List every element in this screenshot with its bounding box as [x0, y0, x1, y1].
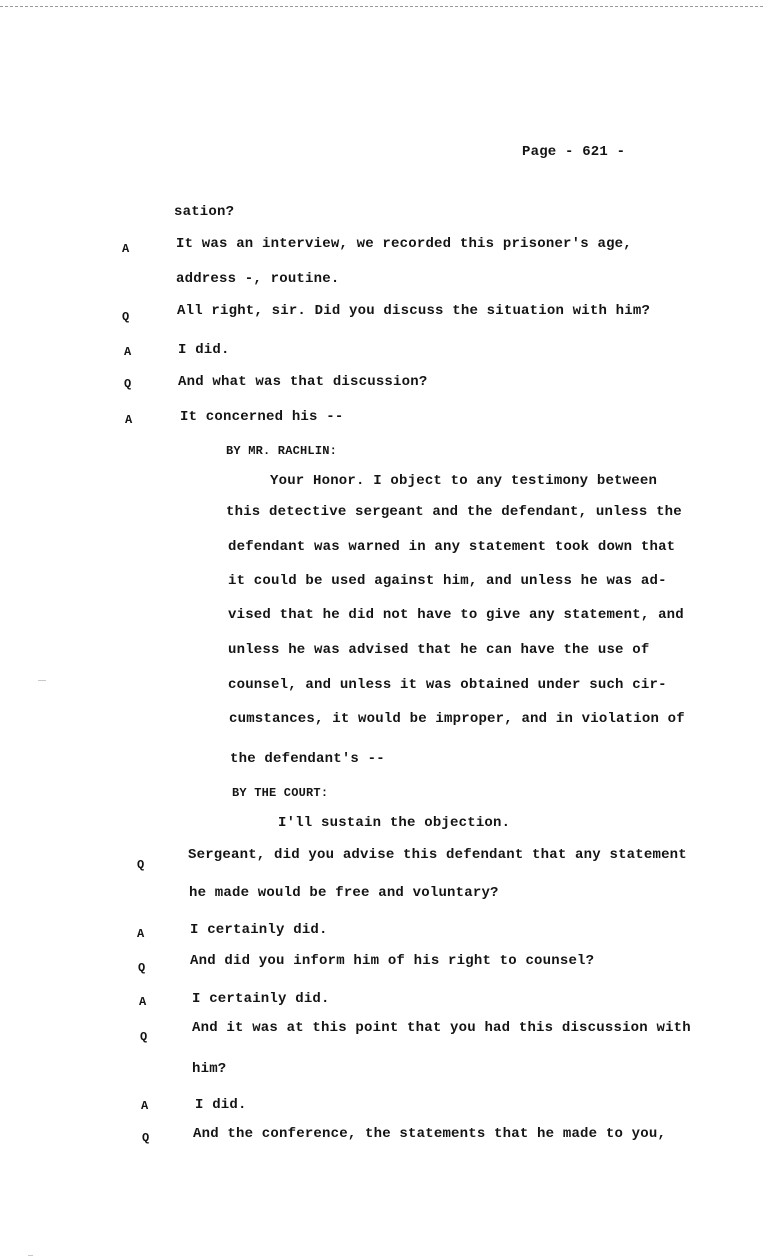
transcript-line: I certainly did. [190, 922, 328, 938]
transcript-line: And did you inform him of his right to counsel? [190, 953, 595, 969]
answer-marker: A [139, 995, 147, 1009]
answer-marker: A [124, 345, 132, 359]
transcript-line: him? [192, 1061, 227, 1077]
transcript-line: I certainly did. [192, 991, 330, 1007]
answer-marker: A [141, 1099, 149, 1113]
question-marker: Q [142, 1131, 150, 1145]
transcript-line: vised that he did not have to give any statement, and [228, 607, 684, 623]
question-marker: Q [124, 377, 132, 391]
page-top-edge [0, 0, 763, 7]
transcript-line: Your Honor. I object to any testimony between [270, 473, 658, 489]
transcript-line: he made would be free and voluntary? [189, 885, 499, 901]
transcript-line: I did. [178, 342, 230, 358]
transcript-line: And what was that discussion? [178, 374, 428, 390]
transcript-line: I did. [195, 1097, 247, 1113]
speaker-heading: BY MR. RACHLIN: [226, 444, 338, 458]
answer-marker: A [137, 927, 145, 941]
answer-marker: A [125, 413, 133, 427]
transcript-line: defendant was warned in any statement took down that [228, 539, 676, 555]
transcript-line: All right, sir. Did you discuss the situation with him? [177, 303, 651, 319]
transcript-line: unless he was advised that he can have the use of [228, 642, 650, 658]
transcript-line: And the conference, the statements that he made to you, [193, 1126, 667, 1142]
transcript-line: address -, routine. [176, 271, 340, 287]
answer-marker: A [122, 242, 130, 256]
question-marker: Q [140, 1030, 148, 1044]
transcript-line: I'll sustain the objection. [278, 815, 511, 831]
scan-speck [38, 680, 46, 681]
transcript-line: It concerned his -- [180, 409, 344, 425]
question-marker: Q [122, 310, 130, 324]
speaker-heading: BY THE COURT: [232, 786, 329, 800]
transcript-line: counsel, and unless it was obtained under such cir- [228, 677, 667, 693]
transcript-line: Sergeant, did you advise this defendant that any statement [188, 847, 687, 863]
transcript-line: cumstances, it would be improper, and in violation of [229, 711, 685, 727]
transcript-line: And it was at this point that you had this discussion with [192, 1020, 691, 1036]
transcript-line: sation? [174, 204, 235, 220]
scan-speck [28, 1255, 33, 1256]
transcript-line: this detective sergeant and the defendant, unless the [226, 504, 682, 520]
transcript-line: It was an interview, we recorded this prisoner's age, [176, 236, 632, 252]
transcript-line: it could be used against him, and unless he was ad- [228, 573, 667, 589]
question-marker: Q [137, 858, 145, 872]
question-marker: Q [138, 961, 146, 975]
page-number: Page - 621 - [522, 144, 626, 160]
transcript-line: the defendant's -- [230, 751, 385, 767]
